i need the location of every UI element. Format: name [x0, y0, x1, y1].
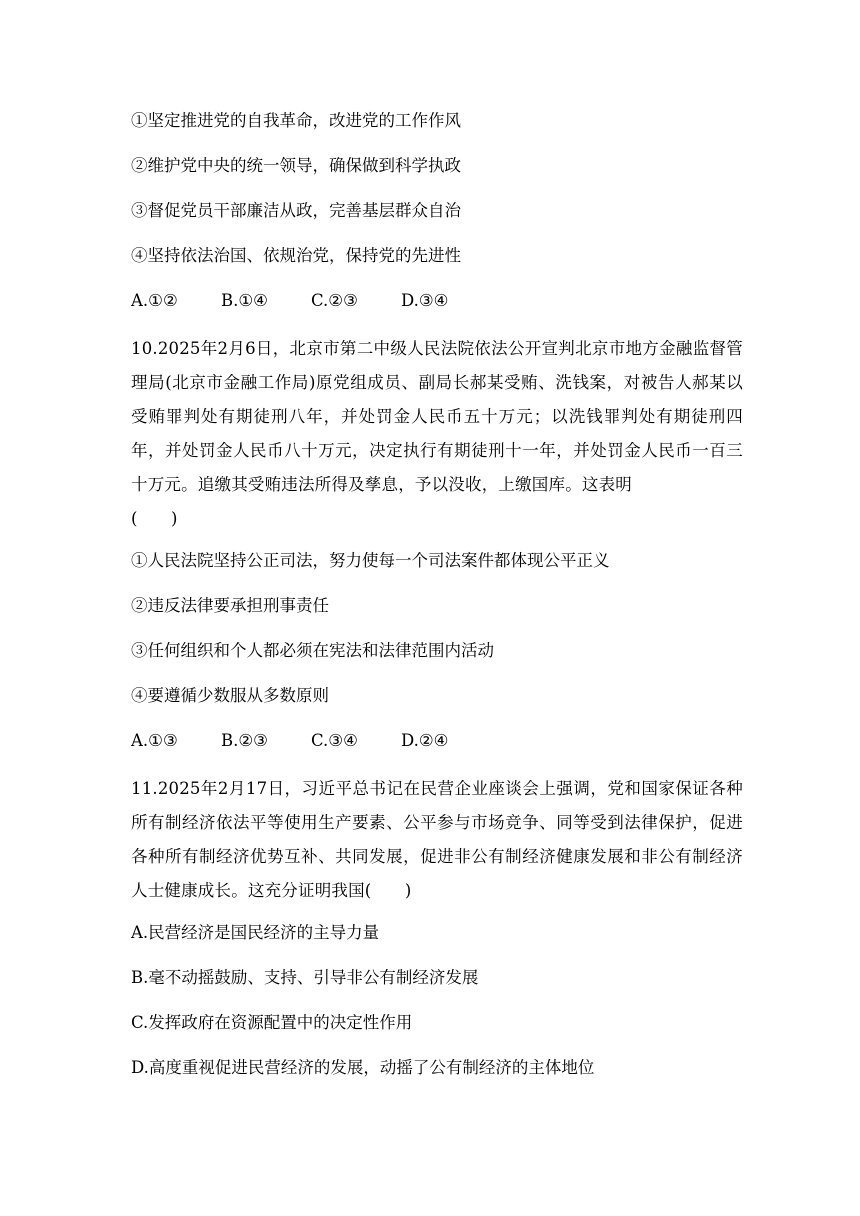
- exam-page: [131, 107, 743, 1099]
- q10-option-a: A.①③: [131, 731, 178, 750]
- q10-option-b: B.②③: [221, 731, 268, 750]
- q10-item-2: ②违反法律要承担刑事责任: [131, 596, 329, 615]
- q11-option-b: B.毫不动摇鼓励、支持、引导非公有制经济发展: [131, 968, 479, 987]
- q11-option-c: C.发挥政府在资源配置中的决定性作用: [131, 1013, 413, 1032]
- q9-option-c: C.②③: [311, 291, 358, 310]
- q10-stem: [131, 332, 743, 536]
- q10-options: [131, 727, 743, 755]
- q10-item-1: ①人民法院坚持公正司法，努力使每一个司法案件都体现公平正义: [131, 551, 610, 570]
- q11-stem: 11.2025年2月17日，习近平总书记在民营企业座谈会上强调，党和国家保证各种所有制经济依法平等使用生产要素、公平参与市场竞争、同等受到法律保护，促进各种所有制经济优势互补、共同发展，促进非公有制经济健康发展和非公有制经济人士健康成长。这充分证明我国( ): [131, 779, 743, 900]
- q9-item-2: ②维护党中央的统一领导，确保做到科学执政: [131, 156, 461, 175]
- q9-option-b: B.①④: [221, 291, 268, 310]
- q10-option-d: D.②④: [401, 731, 449, 750]
- q9-options: [131, 287, 743, 315]
- q9-item-3: ③督促党员干部廉洁从政，完善基层群众自治: [131, 201, 461, 220]
- q10-answer-blank: ( ): [131, 509, 178, 528]
- q9-option-d: D.③④: [401, 291, 449, 310]
- q11-option-d: D.高度重视促进民营经济的发展，动摇了公有制经济的主体地位: [131, 1058, 595, 1077]
- q10-stem-text: 10.2025年2月6日，北京市第二中级人民法院依法公开宣判北京市地方金融监督管理局(北京市金融工作局)原党组成员、副局长郝某受贿、洗钱案，对被告人郝某以受贿罪判处有期徒刑八年，并处罚金人民币五十万元；以洗钱罪判处有期徒刑四年，并处罚金人民币八十万元，决定执行有期徒刑十一年，并处罚金人民币一百三十万元。追缴其受贿违法所得及孳息，予以没收，上缴国库。这表明: [131, 339, 743, 494]
- q11-option-a: A.民营经济是国民经济的主导力量: [131, 923, 380, 942]
- q10-option-c: C.③④: [311, 731, 358, 750]
- q9-option-a: A.①②: [131, 291, 178, 310]
- q10-item-3: ③任何组织和个人都必须在宪法和法律范围内活动: [131, 641, 494, 660]
- q9-item-1: ①坚定推进党的自我革命，改进党的工作作风: [131, 111, 461, 130]
- q9-item-4: ④坚持依法治国、依规治党，保持党的先进性: [131, 246, 461, 265]
- q10-item-4: ④要遵循少数服从多数原则: [131, 686, 329, 705]
